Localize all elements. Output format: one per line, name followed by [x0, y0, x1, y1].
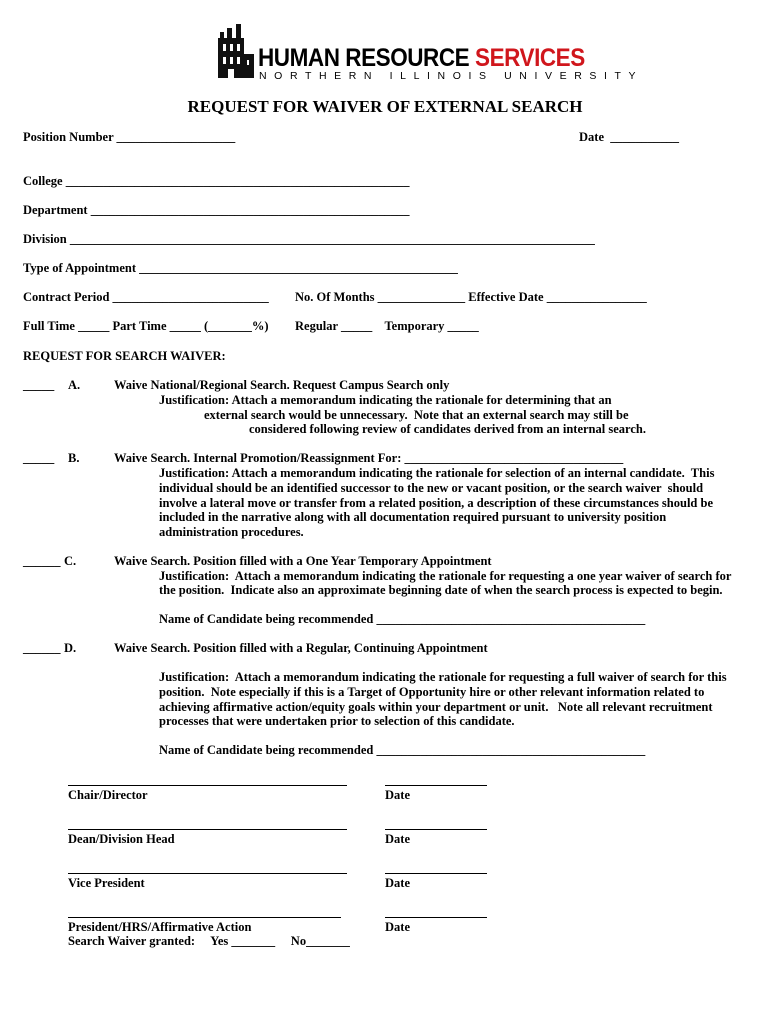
option-blank[interactable]: ______ [23, 641, 61, 655]
division-field[interactable]: Division ____________________________________________________________________________________ [23, 232, 595, 246]
option-title: Waive Search. Position filled with a One Year Temporary Appointment [114, 554, 492, 568]
form-title: REQUEST FOR WAIVER OF EXTERNAL SEARCH [187, 97, 583, 116]
signature-line[interactable] [68, 829, 347, 830]
justification-line: included in the narrative along with all documentation required pursuant to university position [159, 510, 667, 524]
full-part-time-field[interactable]: Full Time _____ Part Time _____ (_______%) [23, 319, 269, 333]
signature-line[interactable] [68, 873, 347, 874]
signature-label: Vice President [68, 876, 145, 890]
justification-line: position. Note especially if this is a Target of Opportunity hire or other relevant information related to [159, 685, 705, 699]
justification-line: Justification: Attach a memorandum indicating the rationale for requesting a full waiver of search for this [159, 670, 727, 684]
candidate-name-field[interactable]: Name of Candidate being recommended ___________________________________________ [159, 612, 646, 626]
logo-title-part2: SERVICES [475, 44, 585, 72]
logo-subtitle: NORTHERN ILLINOIS UNIVERSITY [259, 70, 644, 82]
justification-line: considered following review of candidates derived from an internal search. [249, 422, 646, 436]
months-effective-date-field[interactable]: No. Of Months ______________ Effective Date ________________ [295, 290, 647, 304]
signature-label: Dean/Division Head [68, 832, 175, 846]
department-field[interactable]: Department ___________________________________________________ [23, 203, 410, 217]
option-blank[interactable]: _____ [23, 451, 55, 465]
justification-line: Justification: Attach a memorandum indicating the rationale for selection of an internal candidate. This [159, 466, 715, 480]
signature-line[interactable] [68, 917, 341, 918]
date-label: Date [385, 832, 410, 846]
date-label: Date [385, 788, 410, 802]
signature-label: President/HRS/Affirmative Action [68, 920, 252, 934]
option-letter: A. [68, 378, 81, 392]
logo-title-part1: HUMAN RESOURCE [258, 44, 476, 72]
candidate-name-field[interactable]: Name of Candidate being recommended ___________________________________________ [159, 743, 646, 757]
justification-line: administration procedures. [159, 525, 304, 539]
castle-tower-icon [216, 24, 256, 80]
option-blank[interactable]: ______ [23, 554, 61, 568]
waiver-granted-field[interactable]: Search Waiver granted: Yes _______ No_______ [68, 934, 350, 948]
date-line[interactable] [385, 829, 487, 830]
option-letter: B. [68, 451, 80, 465]
date-label: Date [385, 920, 410, 934]
date-field[interactable]: Date ___________ [579, 130, 679, 144]
contract-period-field[interactable]: Contract Period _________________________ [23, 290, 269, 304]
date-line[interactable] [385, 917, 487, 918]
justification-line: Justification: Attach a memorandum indicating the rationale for requesting a one year waiver of search for [159, 569, 732, 583]
date-label: Date [385, 876, 410, 890]
justification-line: involve a lateral move or transfer from a related position, a description of these circumstances should be [159, 496, 713, 510]
signature-label: Chair/Director [68, 788, 148, 802]
type-of-appointment-field[interactable]: Type of Appointment ___________________________________________________ [23, 261, 458, 275]
option-title: Waive National/Regional Search. Request Campus Search only [114, 378, 450, 392]
option-letter: D. [64, 641, 77, 655]
justification-line: achieving affirmative action/equity goals within your department or unit. Note all relevant recruitment [159, 700, 713, 714]
option-title: Waive Search. Position filled with a Regular, Continuing Appointment [114, 641, 488, 655]
justification-line: processes that were undertaken prior to selection of this candidate. [159, 714, 515, 728]
justification-line: individual should be an identified successor to the new or vacant position, or the search waiver should [159, 481, 704, 495]
logo-title [258, 44, 585, 73]
signature-line[interactable] [68, 785, 347, 786]
date-line[interactable] [385, 873, 487, 874]
option-blank[interactable]: _____ [23, 378, 55, 392]
option-letter: C. [64, 554, 77, 568]
justification-line: Justification: Attach a memorandum indicating the rationale for determining that an [159, 393, 612, 407]
regular-temporary-field[interactable]: Regular _____ Temporary _____ [295, 319, 479, 333]
justification-line: the position. Indicate also an approximate beginning date of when the search process is expected to begin. [159, 583, 723, 597]
position-number-field[interactable]: Position Number ___________________ [23, 130, 236, 144]
justification-line: external search would be unnecessary. Note that an external search may still be [204, 408, 629, 422]
college-field[interactable]: College _______________________________________________________ [23, 174, 410, 188]
date-line[interactable] [385, 785, 487, 786]
section-heading: REQUEST FOR SEARCH WAIVER: [23, 349, 226, 363]
option-title: Waive Search. Internal Promotion/Reassignment For: ___________________________________ [114, 451, 624, 465]
